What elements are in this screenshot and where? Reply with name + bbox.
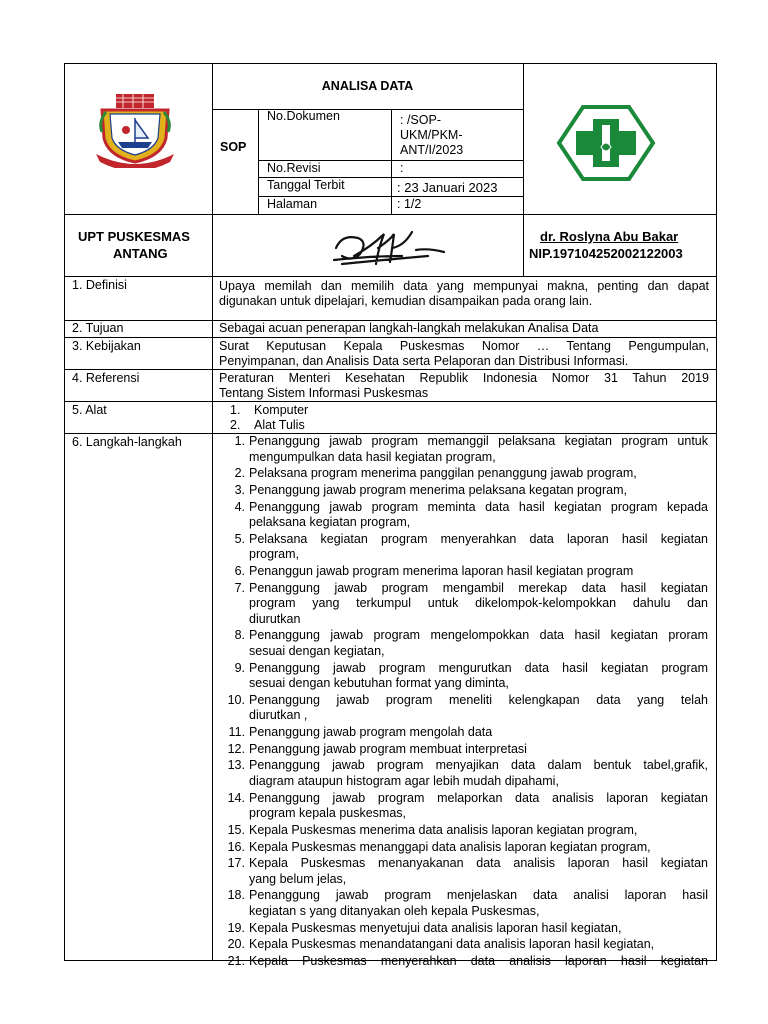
- section-text-line: Tentang Sistem Informasi Puskesmas: [219, 386, 429, 400]
- step-text-line: Kepala Puskesmas menanggapi data analisis laporan kegiatan program,: [249, 839, 651, 854]
- city-seal-logo: [96, 92, 174, 168]
- list-item-number: 1.: [230, 403, 241, 417]
- step-number: 12.: [227, 741, 245, 756]
- section-label: 1. Definisi: [72, 278, 127, 292]
- step-number: 6.: [234, 564, 245, 578]
- step-number: 8.: [234, 628, 245, 643]
- meta-value-revisi: :: [400, 161, 404, 175]
- section-text-line: Peraturan Menteri Kesehatan Republik Indonesia Nomor 31 Tahun 2019: [219, 371, 709, 385]
- step-text-line: Kepala Puskesmas menanyakanan data analisis laporan hasil kegiatan: [249, 856, 708, 871]
- step-number: 3.: [234, 482, 245, 497]
- step-text-line: Penanggung jawab program meminta data hasil kegiatan program kepada: [249, 499, 708, 514]
- meta-label-revisi: No.Revisi: [267, 161, 321, 175]
- section-text-line: Upaya memilah dan memilih data yang mempunyai makna, penting dan dapat: [219, 279, 709, 293]
- step-number: 11.: [228, 725, 245, 739]
- signature-mark: [332, 226, 452, 270]
- meta-label-tanggal: Tanggal Terbit: [267, 178, 345, 192]
- org-name-line-1: UPT PUSKESMAS: [78, 229, 190, 244]
- step-number: 19.: [227, 920, 245, 935]
- section-text-line: digunakan untuk dipelajari, kemudian disampaikan pada orang lain.: [219, 294, 593, 308]
- step-number: 5.: [234, 531, 245, 546]
- step-text-line: Kepala Puskesmas menyetujui data analisis laporan hasil kegiatan,: [249, 920, 622, 935]
- step-text-line: sesuai dengan kegiatan,: [249, 643, 385, 658]
- step-text-line: pelaksana kegiatan program,: [249, 515, 411, 530]
- step-number: 10.: [227, 692, 245, 707]
- step-text-line: Penanggun jawab program menerima laporan hasil kegiatan program: [249, 564, 634, 578]
- step-text-line: program yang terkumpul untuk dikelompok-kelompokkan dahulu dan: [249, 596, 708, 611]
- official-name: dr. Roslyna Abu Bakar: [540, 229, 679, 244]
- step-text-line: Penanggung jawab program membuat interpretasi: [249, 741, 527, 756]
- step-text-line: Pelaksana kegiatan program menyerahkan data laporan hasil kegiatan: [249, 531, 708, 546]
- step-text-line: Penanggung jawab program mengelompokkan data hasil kegiatan proram: [249, 628, 708, 643]
- meta-value-tanggal: : 23 Januari 2023: [397, 180, 498, 195]
- step-number: 9.: [234, 660, 245, 675]
- section-text-line: Surat Keputusan Kepala Puskesmas Nomor … Tentang Pengumpulan,: [219, 339, 709, 353]
- list-item: Alat Tulis: [254, 418, 305, 432]
- step-number: 17.: [227, 856, 245, 871]
- step-text-line: diurutkan ,: [249, 708, 308, 723]
- step-number: 1.: [234, 434, 245, 448]
- meta-label-dokumen: No.Dokumen: [267, 109, 340, 123]
- step-text-line: program kepala puskesmas,: [249, 806, 407, 821]
- step-text-line: diagram ataupun histogram agar lebih mudah dipahami,: [249, 773, 559, 788]
- puskesmas-logo: [553, 105, 659, 181]
- section-text-line: Penyimpanan, dan Analisis Data serta Pelaporan dan Distribusi Informasi.: [219, 354, 629, 368]
- section-label: 4. Referensi: [72, 371, 140, 385]
- step-text-line: Penanggung jawab program mengolah data: [249, 725, 493, 739]
- step-text-line: kegiatan s yang ditanyakan oleh kepala Puskesmas,: [249, 903, 540, 918]
- section-label: 6. Langkah-langkah: [72, 435, 182, 449]
- section-text-line: Sebagai acuan penerapan langkah-langkah melakukan Analisa Data: [219, 321, 599, 335]
- step-text-line: program,: [249, 547, 300, 562]
- step-text-line: Penanggung jawab program meneliti kelengkapan data yang telah: [249, 692, 708, 707]
- section-label: 3. Kebijakan: [72, 339, 141, 353]
- official-nip: NIP.197104252002122003: [529, 246, 683, 261]
- step-text-line: Penanggung jawab program memanggil pelaksana kegiatan program untuk: [249, 434, 708, 448]
- step-number: 13.: [227, 758, 245, 773]
- meta-value-dokumen-line-1: : /SOP-: [400, 113, 441, 127]
- step-text-line: Pelaksana program menerima panggilan penanggung jawab program,: [249, 466, 637, 481]
- step-text-line: Penanggung jawab program menjelaskan data analisi laporan hasil: [249, 888, 708, 903]
- list-item: Komputer: [254, 403, 309, 417]
- step-text-line: Kepala Puskesmas menyerahkan data analisis laporan hasil kegiatan: [249, 954, 708, 968]
- step-number: 18.: [227, 888, 245, 903]
- step-number: 7.: [234, 580, 245, 595]
- step-text-line: Kepala Puskesmas menerima data analisis laporan kegiatan program,: [249, 822, 638, 837]
- step-text-line: Penanggung jawab program menyajikan data dalam bentuk tabel,grafik,: [249, 758, 708, 773]
- step-text-line: Kepala Puskesmas menandatangani data analisis laporan hasil kegiatan,: [249, 937, 655, 952]
- step-text-line: Penanggung jawab program melaporkan data analisis laporan kegiatan: [249, 790, 708, 805]
- step-number: 4.: [234, 499, 245, 514]
- step-text-line: yang belum jelas,: [249, 871, 347, 886]
- step-text-line: Penanggung jawab program mengurutkan data hasil kegiatan program: [249, 660, 708, 675]
- step-number: 21.: [227, 954, 245, 968]
- section-label: 2. Tujuan: [72, 321, 124, 335]
- step-text-line: diurutkan: [249, 611, 301, 626]
- org-name-line-2: ANTANG: [113, 246, 168, 261]
- step-number: 16.: [227, 839, 245, 854]
- step-number: 14.: [227, 790, 245, 805]
- step-number: 2.: [234, 466, 245, 481]
- section-label: 5. Alat: [72, 403, 107, 417]
- sop-label: SOP: [220, 140, 247, 154]
- step-text-line: Penanggung jawab program menerima pelaksana kegatan program,: [249, 482, 628, 497]
- step-text-line: Penanggung jawab program mengambil merekap data hasil kegiatan: [249, 580, 708, 595]
- step-number: 20.: [227, 937, 245, 952]
- meta-value-halaman: : 1/2: [397, 197, 422, 211]
- step-text-line: sesuai dengan kebutuhan format yang diminta,: [249, 676, 509, 691]
- step-number: 15.: [227, 822, 245, 837]
- step-text-line: mengumpulkan data hasil kegiatan program,: [249, 449, 496, 464]
- meta-label-halaman: Halaman: [267, 197, 318, 211]
- meta-value-dokumen-line-3: ANT/I/2023: [400, 143, 464, 157]
- document-title: ANALISA DATA: [321, 79, 414, 93]
- meta-value-dokumen-line-2: UKM/PKM-: [400, 128, 463, 142]
- list-item-number: 2.: [230, 418, 241, 432]
